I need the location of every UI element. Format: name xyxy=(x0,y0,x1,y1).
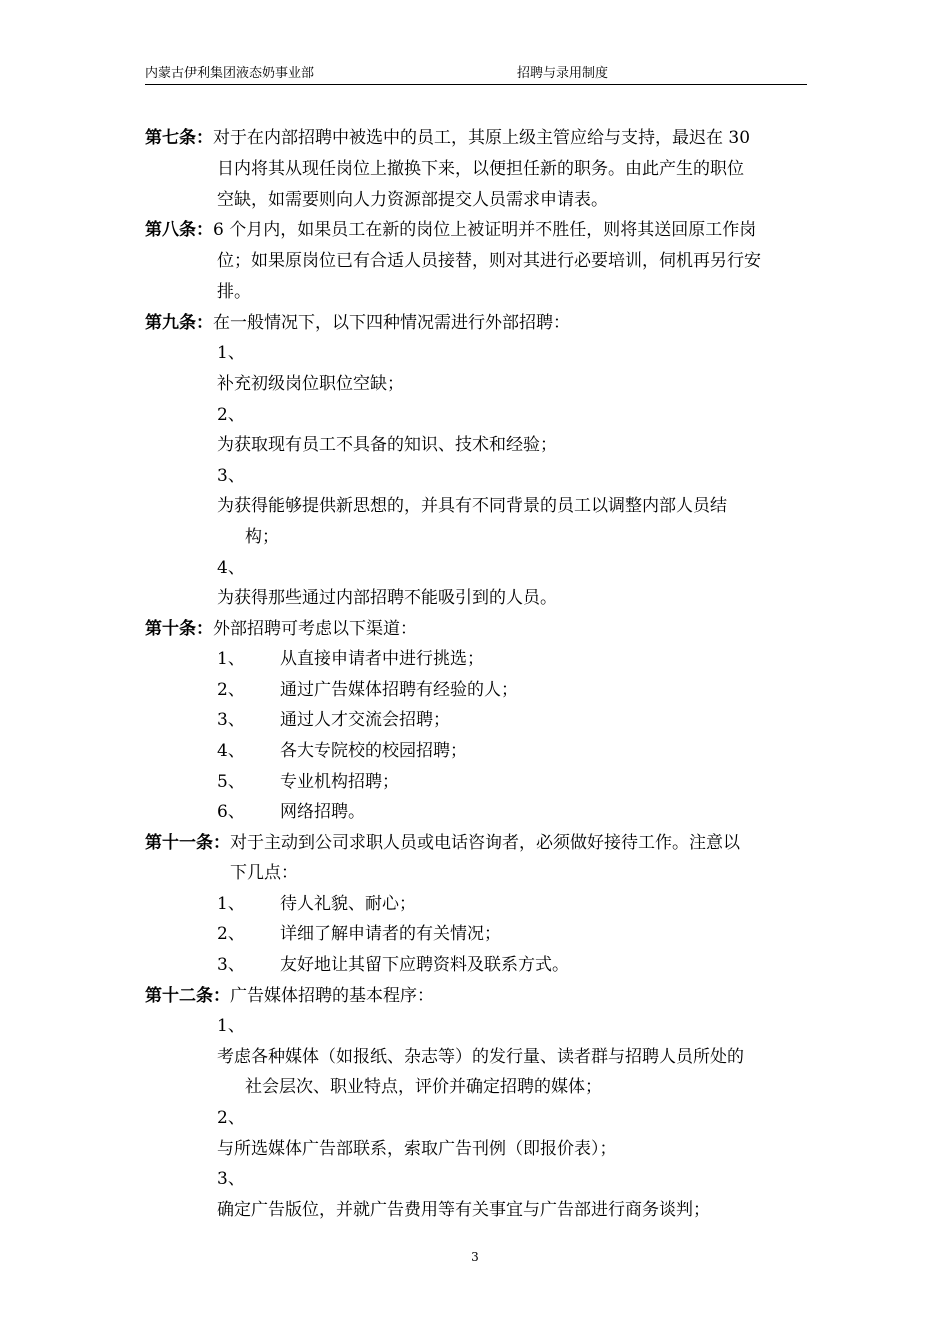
list-item-number: 1、 xyxy=(217,343,245,363)
list-item-text: 考虑各种媒体（如报纸、杂志等）的发行量、读者群与招聘人员所处的 xyxy=(217,1047,744,1067)
list-item-number: 3、 xyxy=(217,1169,245,1189)
list-item-number: 3、 xyxy=(217,466,245,486)
article-11-line-1 xyxy=(145,831,740,855)
list-item-number: 2、 xyxy=(217,924,245,944)
article-9-label: 第九条： xyxy=(145,313,213,333)
list-item-text: 通过人才交流会招聘； xyxy=(280,710,450,730)
article-8-text: 6 个月内，如果员工在新的岗位上被证明并不胜任，则将其送回原工作岗 xyxy=(213,220,757,240)
list-item-text: 与所选媒体广告部联系，索取广告刊例（即报价表）； xyxy=(217,1139,617,1159)
list-item-number: 6、 xyxy=(217,802,245,822)
list-item xyxy=(217,770,399,794)
list-item-text: 为获取现有员工不具备的知识、技术和经验； xyxy=(217,435,557,455)
list-item xyxy=(217,739,467,763)
header-company: 内蒙古伊利集团液态奶事业部 xyxy=(145,66,315,81)
article-7-line-2: 日内将其从现任岗位上撤换下来，以便担任新的职务。由此产生的职位 xyxy=(217,159,744,179)
list-item-text: 为获得那些通过内部招聘不能吸引到的人员。 xyxy=(217,588,557,608)
article-11-label: 第十一条： xyxy=(145,833,230,853)
list-item-text: 补充初级岗位职位空缺； xyxy=(217,374,404,394)
article-11-line-2: 下几点： xyxy=(230,863,298,883)
article-7-line-3: 空缺，如需要则向人力资源部提交人员需求申请表。 xyxy=(217,190,608,210)
list-item-text: 从直接申请者中进行挑选； xyxy=(280,649,484,669)
list-item-number: 1、 xyxy=(217,1016,245,1036)
list-item-text: 待人礼貌、耐心； xyxy=(280,894,416,914)
list-item-continuation: 构； xyxy=(245,527,279,547)
article-10-label: 第十条： xyxy=(145,619,213,639)
page-header xyxy=(145,66,807,85)
list-item xyxy=(217,678,518,702)
list-item-number: 4、 xyxy=(217,741,245,761)
article-10-line-1 xyxy=(145,617,417,641)
article-12-line-1 xyxy=(145,984,434,1008)
list-item xyxy=(217,708,450,732)
list-item-text: 网络招聘。 xyxy=(280,802,365,822)
list-item-number: 2、 xyxy=(217,1108,245,1128)
list-item xyxy=(217,800,365,824)
header-doc-title: 招聘与录用制度 xyxy=(517,66,609,81)
article-12-text: 广告媒体招聘的基本程序： xyxy=(230,986,434,1006)
list-item-number: 4、 xyxy=(217,558,245,578)
article-8-line-2: 位；如果原岗位已有合适人员接替，则对其进行必要培训，伺机再另行安 xyxy=(217,251,761,271)
list-item-number: 3、 xyxy=(217,955,245,975)
article-7-text: 对于在内部招聘中被选中的员工，其原上级主管应给与支持，最迟在 30 xyxy=(213,128,751,148)
list-item-text: 友好地让其留下应聘资料及联系方式。 xyxy=(280,955,569,975)
article-7-line-1 xyxy=(145,126,750,150)
article-7-label: 第七条： xyxy=(145,128,213,148)
article-8-line-1 xyxy=(145,218,756,242)
list-item-number: 2、 xyxy=(217,405,245,425)
article-9-line-1 xyxy=(145,311,570,335)
list-item-text: 通过广告媒体招聘有经验的人； xyxy=(280,680,518,700)
list-item-number: 5、 xyxy=(217,772,245,792)
list-item-number: 3、 xyxy=(217,710,245,730)
list-item-text: 专业机构招聘； xyxy=(280,772,399,792)
list-item xyxy=(217,647,484,671)
list-item-text: 详细了解申请者的有关情况； xyxy=(280,924,501,944)
article-8-label: 第八条： xyxy=(145,220,213,240)
list-item-number: 1、 xyxy=(217,894,245,914)
article-8-line-3: 排。 xyxy=(217,282,251,302)
list-item-text: 确定广告版位，并就广告费用等有关事宜与广告部进行商务谈判； xyxy=(217,1200,710,1220)
list-item xyxy=(217,953,569,977)
article-9-text: 在一般情况下，以下四种情况需进行外部招聘： xyxy=(213,313,570,333)
article-12-label: 第十二条： xyxy=(145,986,230,1006)
list-item-text: 各大专院校的校园招聘； xyxy=(280,741,467,761)
page-number: 3 xyxy=(471,1250,479,1264)
list-item-number: 2、 xyxy=(217,680,245,700)
list-item xyxy=(217,922,501,946)
list-item xyxy=(217,892,416,916)
list-item-number: 1、 xyxy=(217,649,245,669)
list-item-text: 为获得能够提供新思想的，并具有不同背景的员工以调整内部人员结 xyxy=(217,496,727,516)
list-item-continuation: 社会层次、职业特点，评价并确定招聘的媒体； xyxy=(245,1077,602,1097)
article-10-text: 外部招聘可考虑以下渠道： xyxy=(213,619,417,639)
article-11-text: 对于主动到公司求职人员或电话咨询者，必须做好接待工作。注意以 xyxy=(230,833,740,853)
